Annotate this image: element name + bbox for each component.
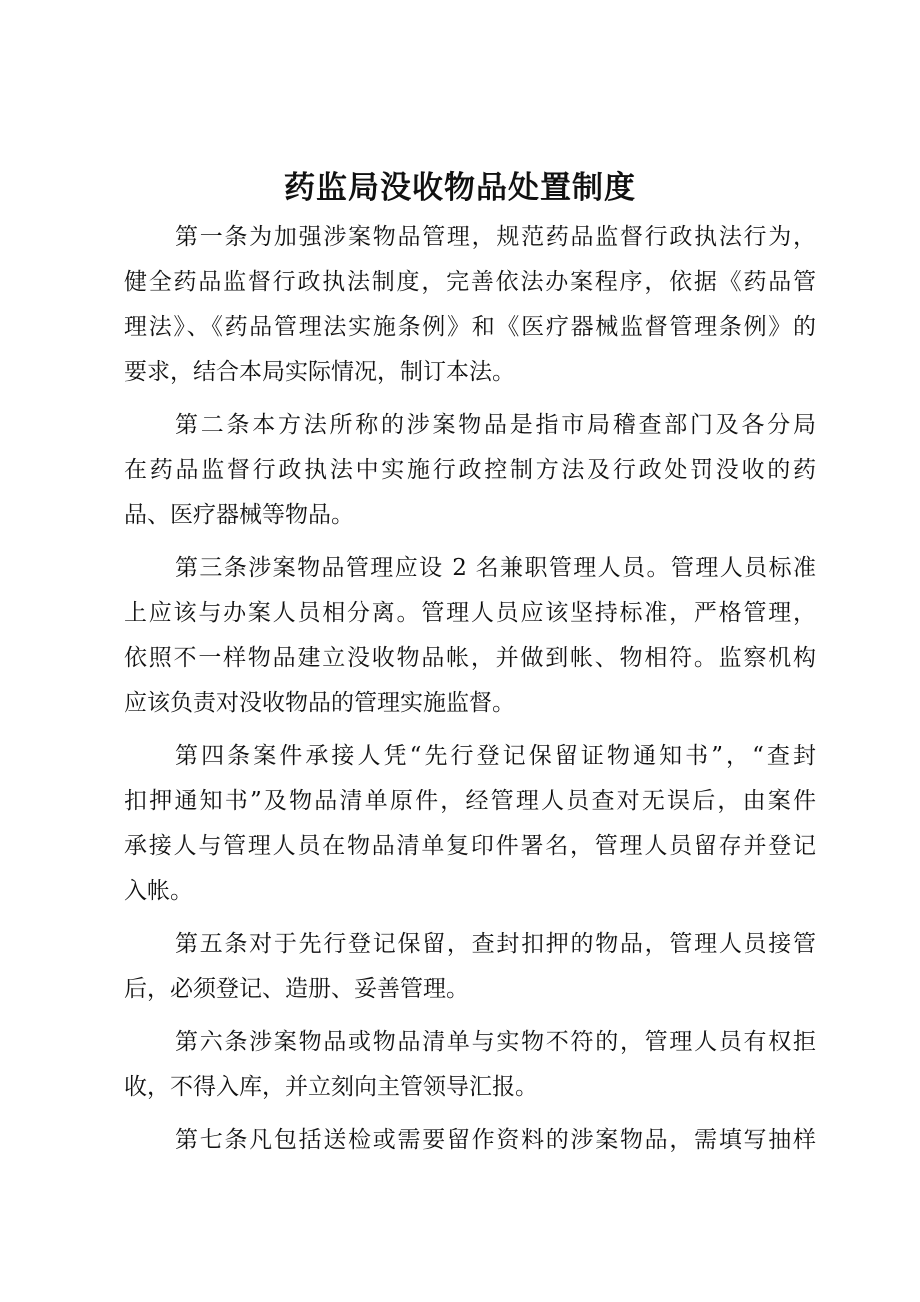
text-line: 收，不得入库，并立刻向主管领导汇报。 — [124, 1074, 538, 1100]
text-line: 健全药品监督行政执法制度，完善依法办案程序，依据《药品管 — [124, 269, 816, 295]
paragraph — [124, 1118, 816, 1163]
paragraph — [124, 215, 816, 395]
document-title: 药监局没收物品处置制度 — [284, 170, 636, 206]
text-line: 第四条案件承接人凭“先行登记保留证物通知书”，“查封 — [175, 743, 816, 769]
text-line: 要求，结合本局实际情况，制订本法。 — [124, 359, 515, 385]
text-line: 第六条涉案物品或物品清单与实物不符的，管理人员有权拒 — [175, 1029, 816, 1055]
paragraph — [124, 1020, 816, 1110]
text-line: 承接人与管理人员在物品清单复印件署名，管理人员留存并登记 — [124, 833, 816, 859]
text-line: 后，必须登记、造册、妥善管理。 — [124, 976, 469, 1002]
text-line: 依照不一样物品建立没收物品帐，并做到帐、物相符。监察机构 — [124, 645, 816, 671]
text-line: 第二条本方法所称的涉案物品是指市局稽查部门及各分局 — [175, 412, 816, 438]
paragraph — [124, 403, 816, 538]
text-line: 第一条为加强涉案物品管理，规范药品监督行政执法行为， — [175, 224, 816, 250]
text-line: 入帐。 — [124, 878, 193, 904]
text-line: 应该负责对没收物品的管理实施监督。 — [124, 690, 515, 716]
paragraph — [124, 546, 816, 726]
text-line: 品、医疗器械等物品。 — [124, 502, 354, 528]
text-line: 理法》、《药品管理法实施条例》和《医疗器械监督管理条例》的 — [124, 314, 816, 340]
text-line: 在药品监督行政执法中实施行政控制方法及行政处罚没收的药 — [124, 457, 816, 483]
text-line: 第七条凡包括送检或需要留作资料的涉案物品，需填写抽样 — [175, 1127, 816, 1153]
paragraph — [124, 922, 816, 1012]
text-line: 第三条涉案物品管理应设 2 名兼职管理人员。管理人员标准 — [175, 555, 816, 581]
document-body — [124, 215, 816, 1171]
text-line: 上应该与办案人员相分离。管理人员应该坚持标准，严格管理， — [124, 600, 816, 626]
text-line: 扣押通知书”及物品清单原件，经管理人员查对无误后，由案件 — [124, 788, 816, 814]
paragraph — [124, 734, 816, 914]
text-line: 第五条对于先行登记保留，查封扣押的物品，管理人员接管 — [175, 931, 816, 957]
